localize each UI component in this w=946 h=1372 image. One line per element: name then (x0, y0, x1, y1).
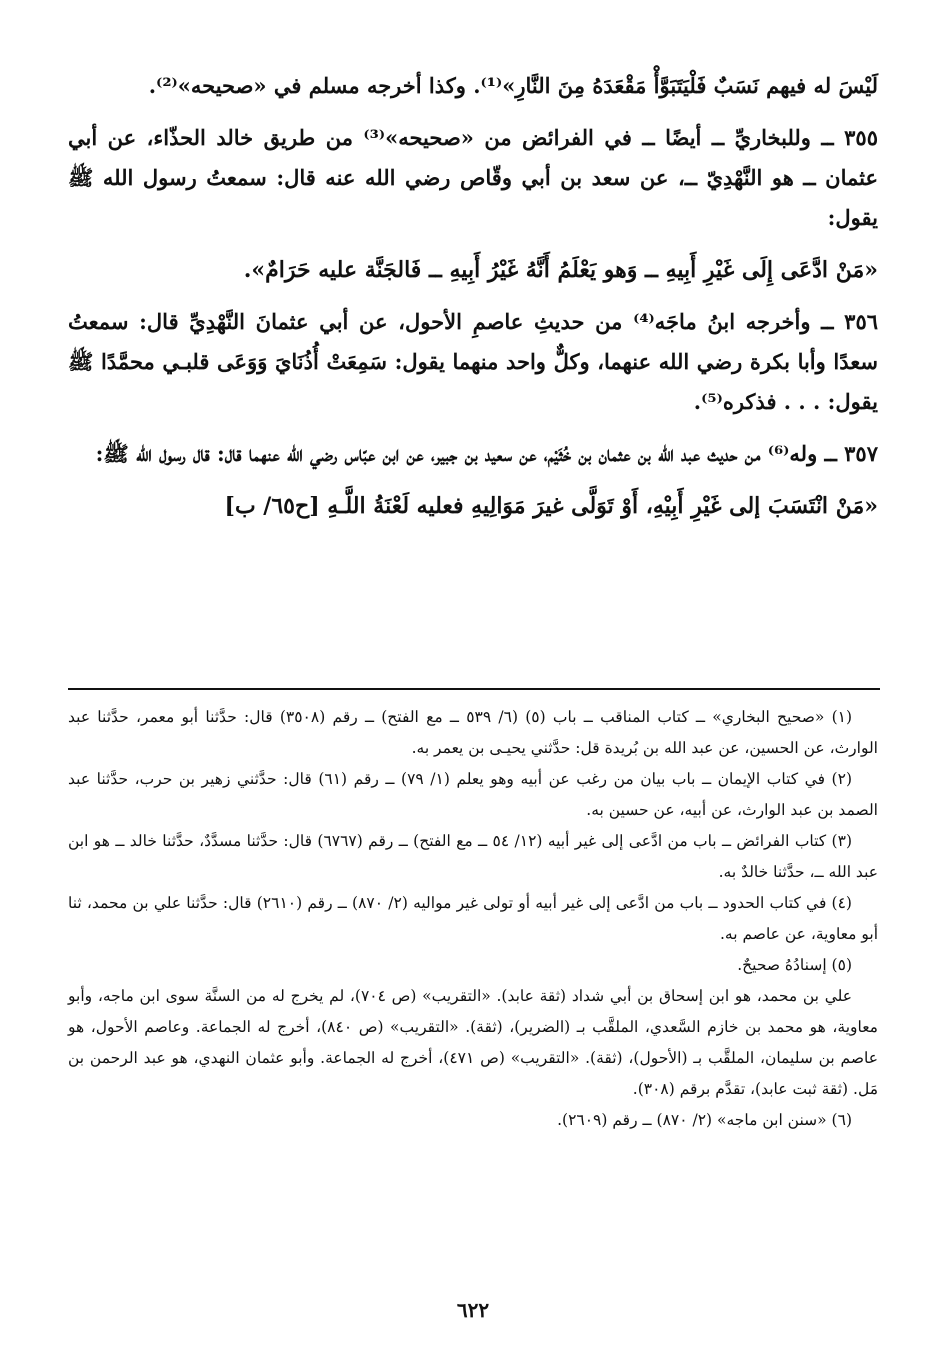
footnote-5: (٥) إسنادُهُ صحيحٌ. (737, 956, 852, 974)
footnote-1: (١) «صحيح البخاري» ــ كتاب المناقب ــ باب (٥) (٦/ ٥٣٩ ــ مع الفتح) ــ رقم (٣٥٠٨) قال: حدَّثنا أبو معمر، حدَّثنا عبد الوارث، عن الحسين، عن عبد الله بن بُريدة قل: حدَّثني يحيـى بن يعمر به. (68, 708, 878, 757)
footnote-6: (٦) «سنن ابن ماجه» (٢/ ٨٧٠) ــ رقم (٢٦٠٩). (557, 1111, 852, 1129)
paragraph-357: ٣٥٧ ــ وله⁽⁶⁾ من حديث عبد الله بن عثمان بن خُثَيْم، عن سعيد بن جبير، عن ابن عبّاس رضي الله عنهما قال: قال رسول الله ﷺ: (95, 441, 878, 466)
main-text (68, 66, 878, 526)
hadith-quote-357: «مَنْ انْتَسَبَ إلى غَيْرِ أَبِيْهِ، أَوْ تَوَلَّى غيرَ مَوَالِيهِ فعليه لَعْنَةُ اللَّـهِ [ح٦٥/ ب] (224, 493, 878, 519)
page-number: ٦٢٢ (456, 1298, 490, 1322)
footnote-5-detail: علي بن محمد، هو ابن إسحاق بن أبي شداد (ثقة عابد). «التقريب» (ص ٧٠٤)، لم يخرج له من السنَّة سوى ابن ماجه، وأبو معاوية، هو محمد بن خازم السَّعدي، الملقَّب بـ (الضرير)، (ثقة). «التقريب» (ص ٨٤٠)، أخرج له الجماعة. وعاصم الأحول، هو عاصم بن سليمان، الملقَّب بـ (الأحول)، (ثقة). «التقريب» (ص ٤٧١)، أخرج له الجماعة. وأبو عثمان النهدي، هو عبد الرحمن بن مَل. (ثقة ثبت عابد)، تقدَّم برقم (٣٠٨). (68, 987, 878, 1098)
footnotes (68, 702, 878, 1136)
paragraph-355: ٣٥٥ ــ وللبخاريِّ ــ أيضًا ــ في الفرائض من «صحيحه»⁽³⁾ من طريق خالد الحذّاء، عن أبي عثمان ــ هو النَّهْدِيّ ــ، عن سعد بن أبي وقّاص رضي الله عنه قال: سمعتُ رسول الله ﷺ يقول: (68, 125, 878, 230)
paragraph-356: ٣٥٦ ــ وأخرجه ابنُ ماجَه⁽⁴⁾ من حديثِ عاصمِ الأحول، عن أبي عثمانَ النَّهْدِيِّ قال: سمعتُ سعدًا وأبا بكرة رضي الله عنهما، وكلٌّ واحد منهما يقول: سَمِعَتْ أُذُنَايَ وَوَعَى قلبـي محمَّدًا ﷺ يقول: . . . فذكره⁽⁵⁾. (68, 309, 879, 414)
footnote-2: (٢) في كتاب الإيمان ــ باب بيان من رغب عن أبيه وهو يعلم (١/ ٧٩) ــ رقم (٦١) قال: حدَّثني زهير بن حرب، حدَّثنا عبد الصمد بن عبد الوارث، عن أبيه، عن حسين به. (68, 770, 878, 819)
footnote-separator (68, 688, 880, 690)
hadith-quote-355: «مَنْ ادَّعَى إِلَى غَيْرِ أَبِيهِ ــ وَهو يَعْلَمُ أَنَّهُ غَيْرُ أَبِيهِ ــ فَالجَنَّة عليه حَرَامٌ». (243, 257, 878, 283)
footnote-3: (٣) كتاب الفرائض ــ باب من ادَّعى إلى غير أبيه (١٢/ ٥٤ ــ مع الفتح) ــ رقم (٦٧٦٧) قال: حدَّثنا مسدَّدٌ، حدَّثنا خالد ــ هو ابن عبد الله ــ، حدَّثنا خالدٌ به. (68, 832, 878, 881)
footnote-4: (٤) في كتاب الحدود ــ باب من ادَّعى إلى غير أبيه أو تولى غير مواليه (٢/ ٨٧٠) ــ رقم (٢٦١٠) قال: حدَّثنا علي بن محمد، ثنا أبو معاوية، عن عاصم به. (68, 894, 878, 943)
paragraph-hadith-end: لَيْسَ له فيهم نَسَبٌ فَلْيَتَبَوَّأْ مَقْعَدَهُ مِنَ النَّارِ»⁽¹⁾. وكذا أخرجه مسلم في «صحيحه»⁽²⁾. (148, 73, 878, 98)
